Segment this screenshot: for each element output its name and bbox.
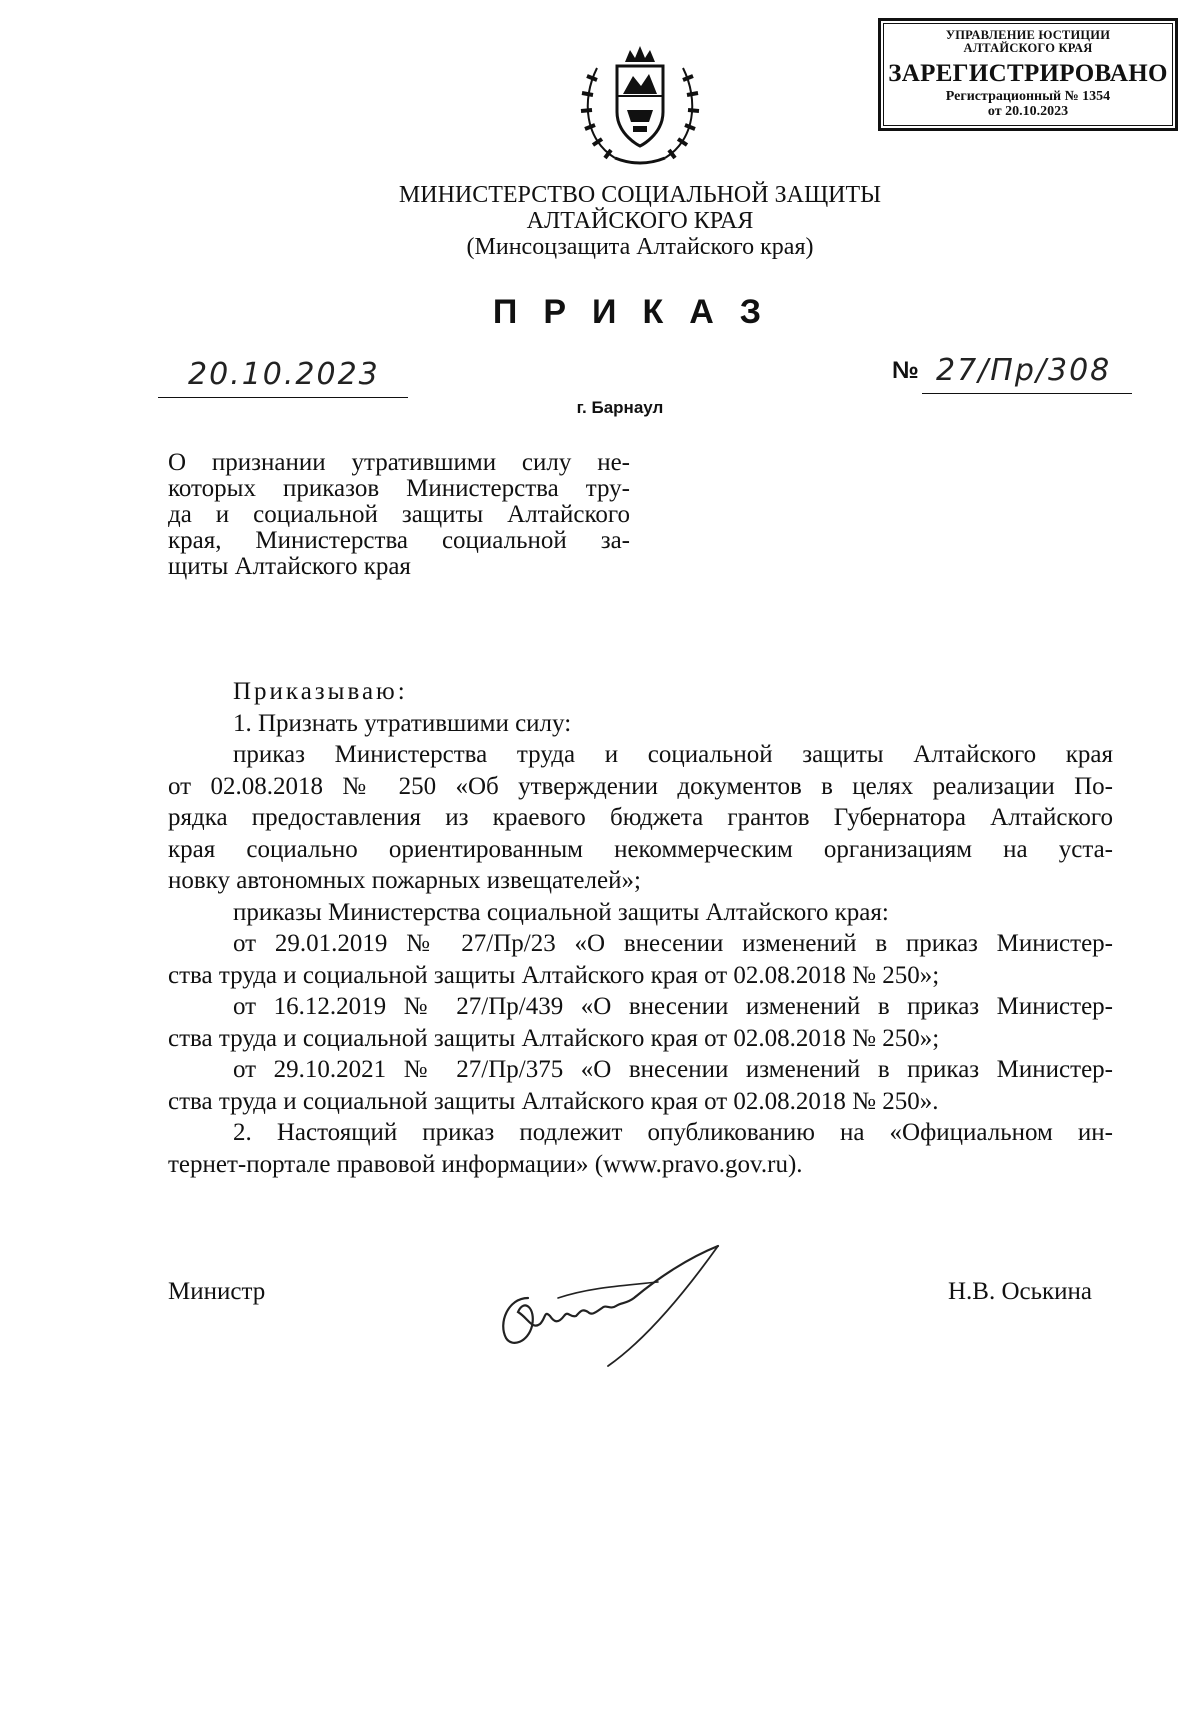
body-line: 1. Признать утратившими силу: [233,709,572,737]
order-date-field [158,357,408,398]
city: г. Барнаул [576,398,664,417]
ministry-name-line2: АЛТАЙСКОГО КРАЯ [526,208,754,234]
ministry-header [300,182,980,260]
body-line: от 29.10.2021 № 27/Пр/375 «О внесении изменений в приказ Министер- [233,1056,1113,1083]
stamp-reg-date: от 20.10.2023 [987,104,1069,119]
handwritten-signature-icon [488,1238,768,1368]
body-line: ства труда и социальной защиты Алтайского края от 02.08.2018 № 250»; [168,1024,940,1052]
subject-line: щиты Алтайского края [168,553,411,580]
subject-line: да и социальной защиты Алтайского [168,501,630,528]
ministry-name-line1: МИНИСТЕРСТВО СОЦИАЛЬНОЙ ЗАЩИТЫ [398,182,882,208]
body-line: рядка предоставления из краевого бюджета грантов Губернатора Алтайского [168,804,1113,831]
signer-name: Н.В. Оськина [948,1278,1093,1305]
subject-line: которых приказов Министерства тру- [168,475,630,502]
order-number: 27/Пр/308 [936,353,1112,388]
stamp-org-line1: УПРАВЛЕНИЕ ЮСТИЦИИ [945,28,1111,42]
body-line: ства труда и социальной защиты Алтайского края от 02.08.2018 № 250». [168,1087,939,1115]
order-date: 20.10.2023 [188,357,380,392]
order-number-label: № [892,357,919,384]
body-line: приказы Министерства социальной защиты Алтайского края: [233,898,889,926]
body-line: от 29.01.2019 № 27/Пр/23 «О внесении изменений в приказ Министер- [233,930,1113,957]
subject-line: О признании утратившими силу не- [168,449,630,476]
body-line: приказ Министерства труда и социальной защиты Алтайского края [233,741,1113,768]
body-line: от 16.12.2019 № 27/Пр/439 «О внесении изменений в приказ Министер- [233,993,1113,1020]
body-line: тернет-портале правовой информации» (www.pravo.gov.ru). [168,1150,803,1178]
body-line: новку автономных пожарных извещателей»; [168,867,641,894]
stamp-title: ЗАРЕГИСТРИРОВАНО [888,60,1168,87]
registration-stamp [878,18,1178,131]
ministry-short-name: (Минсоцзащита Алтайского края) [466,234,814,260]
document-type-title: ПРИКАЗ [492,293,788,331]
body-line: ства труда и социальной защиты Алтайского края от 02.08.2018 № 250»; [168,961,940,989]
body-line: края социально ориентированным некоммерческим организациям на уста- [168,835,1113,863]
signer-role: Министр [168,1278,266,1305]
order-body [168,676,1113,1180]
body-line: от 02.08.2018 № 250 «Об утверждении документов в целях реализации По- [168,772,1113,800]
order-subject [168,450,630,580]
body-intro: Приказываю: [233,678,408,705]
stamp-org-line2: АЛТАЙСКОГО КРАЯ [963,41,1093,55]
body-line: 2. Настоящий приказ подлежит опубликованию на «Официальном ин- [233,1119,1113,1146]
order-number-field [922,355,1132,394]
stamp-reg-number: Регистрационный № 1354 [945,89,1111,104]
subject-line: края, Министерства социальной за- [168,527,630,554]
coat-of-arms-icon [575,40,705,170]
